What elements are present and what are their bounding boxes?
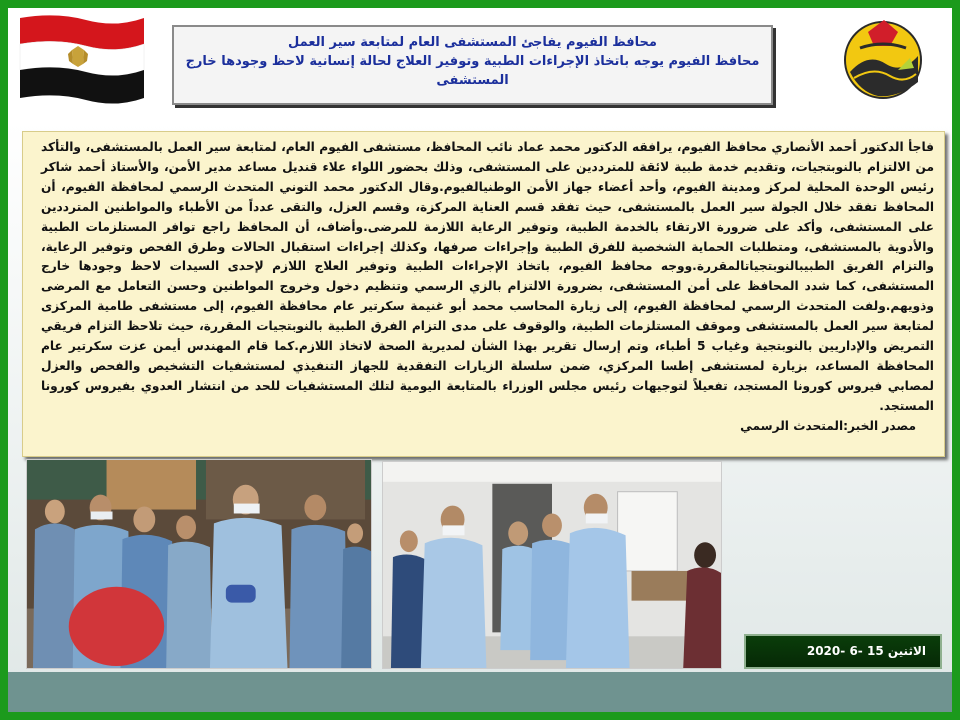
hospital-courtyard-photo — [26, 459, 372, 669]
hospital-ward-photo — [382, 461, 722, 669]
news-source: مصدر الخبر:المتحدث الرسمي — [740, 418, 916, 433]
date-badge: الاثنين 15 -6 -2020 — [744, 634, 942, 669]
egypt-flag-icon — [16, 12, 146, 104]
article-body-box — [22, 131, 945, 457]
article-paragraph: فاجأ الدكتور أحمد الأنصاري محافظ الفيوم، يرافقه الدكتور محمد عماد نائب المحافظ، مستشفى الفيوم العام، لمتابعة سير العمل بالمستشفى، والتأكد من الالتزام بالنوبتجيات، وتقديم خدمة طبية لائقة للمترددين على المستشفى، وذلك بحضور اللواء علاء قنديل مساعد مدير الأمن، والأستاذ أحمد شاكر رئيس الوحدة المحلية لمركز ومدينة الفيوم، وأحد أعضاء جهاز الأمن الوطنيالفيوم.وقال الدكتور محمد التوني المتحدث الرسمي لمحافظة الفيوم، أن المحافظ تفقد خلال الجولة سير العمل بالمستشفى، حيث تفقد قسم العناية المركزة، وقسم العزل، والتقى عدداً من الأطباء والمواطنين المترددين على المستشفى، وأكد على ضرورة الارتقاء بالخدمة الطبية، وتوفير الرعاية اللازمة للمرضى.وأضاف، أن المحافظ راجع توافر المستلزمات الطبية والأدوية بالمستشفى، ومتطلبات الحماية الشخصية للفرق الطبية وإجراءات صرفها، وكذلك إجراءات استقبال الحالات وطرق الفحص وتوفير الرعاية، والتزام الفريق الطبيبالنوبتجياتالمقررة.ووجه محافظ الفيوم، باتخاذ الإجراءات الطبية وتوفير العلاج اللازم لإحدى السيدات لاحظ وجودها خارج المستشفى، كما شدد المحافظ على أمن المستشفى، بضرورة الالتزام بالزي الرسمي وتنظيم دخول وخروج المواطنين وحسن التعامل مع المرضى وذويهم.ولفت المتحدث الرسمي لمحافظة الفيوم، إلى زيارة المحاسب محمد أبو غنيمة سكرتير عام محافظة الفيوم، إلى مستشفى طامية المركزى لمتابعة سير العمل بالمستشفى وموقف المستلزمات الطبية، والوقوف على مدى التزام الفرق الطبية بالنوبتجيات المقررة، حيث تلاحظ التزام فريقي التمريض والإداريين بالنوبتجية وغياب 5 أطباء، وتم إرسال تقرير بهذا الشأن لمديرية الصحة لاتخاذ اللازم.كما قام المهندس أيمن عزت سكرتير عام المحافظة المساعد، بزيارة لمستشفى إطسا المركزي، ضمن سلسلة الزيارات التفقدية للجهاز التنفيذي لمستشفيات التشخيص والفحص والعزل لمصابي فيروس كورونا المستجد، تفعيلاً لتوجيهات رئيس مجلس الوزراء بالمتابعة اليومية لتلك المستشفيات للحد من انتشار العدوي بفيروس كورونا المستجد. — [41, 140, 934, 413]
fayoum-logo-icon — [838, 12, 928, 104]
bottom-band — [8, 672, 952, 712]
headline-line-2: محافظ الفيوم يوجه باتخاذ الإجراءات الطبية وتوفير العلاج لحالة إنسانية لاحظ وجودها خارج المستشفى — [185, 54, 760, 88]
headline-line-1: محافظ الفيوم يفاجئ المستشفى العام لمتابعة سير العمل — [288, 35, 657, 50]
headline-box — [172, 25, 773, 105]
